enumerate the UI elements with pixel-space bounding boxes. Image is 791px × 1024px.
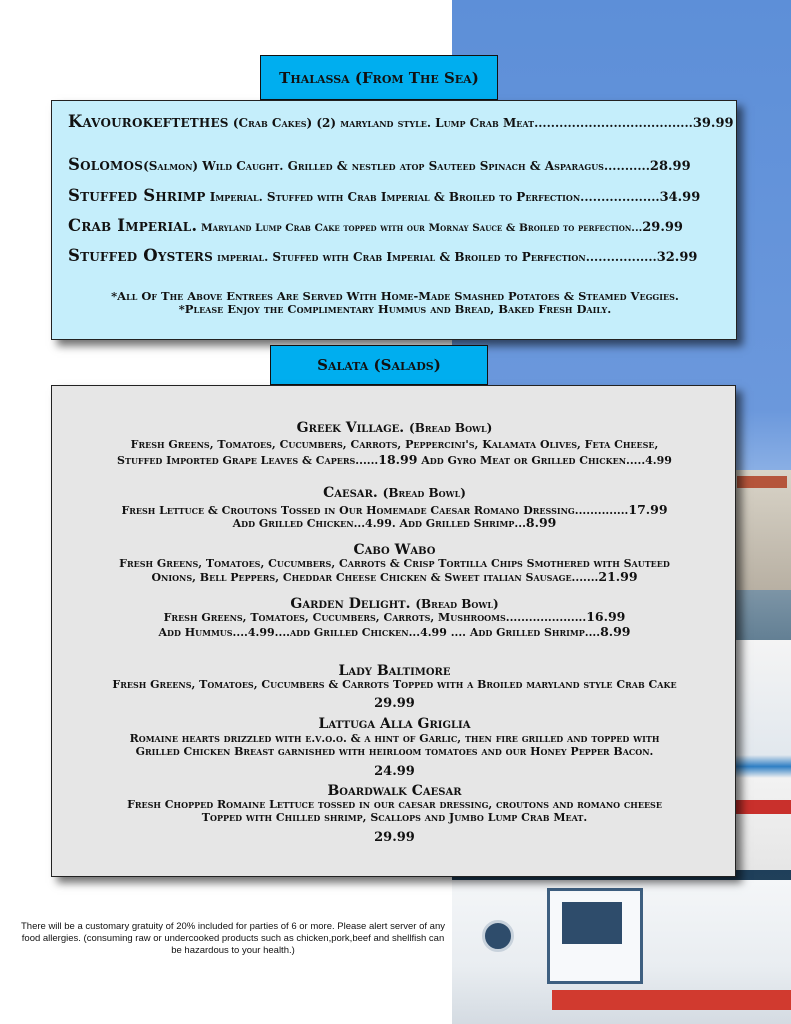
salad-addon: Add Gyro Meat or Grilled Chicken.....4.99: [417, 454, 672, 467]
salad-text: Onions, Bell Peppers, Cheddar Cheese Chicken & Sweet italian Sausage.......: [151, 571, 599, 584]
salad-name: Lady Baltimore: [338, 663, 451, 679]
salad-text: Fresh Greens, Tomatoes, Cucumbers, Carrots, Mushrooms.....................: [163, 611, 587, 624]
salad-text: Stuffed Imported Grape Leaves & Capers......: [117, 454, 379, 467]
salad-description: [52, 625, 737, 639]
salad-title: [52, 542, 737, 558]
menu-item: [68, 217, 730, 237]
sea-section-tab: [260, 55, 498, 100]
salad-addon: Add Grilled Chicken...4.99. Add Grilled Shrimp...: [232, 517, 526, 530]
salad-title: [52, 783, 737, 799]
salad-subtitle: (Bread Bowl): [382, 486, 466, 500]
salad-title: [52, 716, 737, 732]
salad-description: Grilled Chicken Breast garnished with heirloom tomatoes and our Honey Pepper Bacon.: [135, 745, 654, 758]
item-price: 28.99: [649, 159, 691, 174]
salad-price: 29.99: [374, 696, 415, 711]
menu-item: [68, 156, 730, 176]
salad-price: 24.99: [374, 764, 415, 779]
sea-section-box: [51, 100, 737, 340]
salad-text: Fresh Lettuce & Croutons Tossed in Our Homemade Caesar Romano Dressing..............: [121, 504, 629, 517]
porthole: [482, 920, 514, 952]
salad-description: [52, 610, 737, 624]
salad-description: Fresh Chopped Romaine Lettuce tossed in our caesar dressing, croutons and romano cheese: [127, 798, 662, 811]
item-description: imperial. Stuffed with Crab Imperial & Broiled to Perfection.................: [212, 250, 657, 264]
cabin-window: [562, 902, 622, 944]
salad-price: 21.99: [598, 569, 638, 584]
salad-price: 8.99: [525, 515, 557, 530]
salad-description: [52, 453, 737, 467]
salad-description: Topped with Chilled shrimp, Scallops and Jumbo Lump Crab Meat.: [201, 811, 588, 824]
salad-subtitle: (Bread Bowl): [409, 421, 493, 435]
item-description: (Salmon) Wild Caught. Grilled & nestled atop Sauteed Spinach & Asparagus...........: [143, 159, 650, 173]
salads-section-title: Salata (Salads): [317, 356, 441, 374]
salad-subtitle: (Bread Bowl): [415, 597, 499, 611]
salad-description: Fresh Greens, Tomatoes, Cucumbers, Carrots, Peppercini's, Kalamata Olives, Feta Cheese,: [130, 438, 659, 451]
salad-price: 8.99: [600, 624, 631, 639]
salad-description: Fresh Greens, Tomatoes, Cucumbers, Carrots & Crisp Tortilla Chips Smothered with Sauteed: [119, 557, 670, 570]
item-description: Maryland Lump Crab Cake topped with our Mornay Sauce & Broiled to perfection...: [197, 222, 643, 234]
menu-item: [68, 247, 730, 267]
menu-item: [68, 112, 734, 133]
salad-name: Lattuga Alla Griglia: [318, 716, 471, 732]
item-name: Stuffed Oysters: [68, 246, 213, 265]
salad-description: Fresh Greens, Tomatoes, Cucumbers & Carrots Topped with a Broiled maryland style Crab Cake: [112, 678, 677, 691]
salad-price: 17.99: [628, 502, 668, 517]
sea-note: *Please Enjoy the Complimentary Hummus and Bread, Baked Fresh Daily.: [178, 302, 612, 316]
item-description: (Crab Cakes) (2) maryland style. Lump Crab Meat......................................: [228, 116, 693, 130]
menu-item: [68, 187, 730, 207]
salads-section-tab: [270, 345, 488, 385]
item-name: Stuffed Shrimp: [68, 186, 206, 205]
salad-name: Boardwalk Caesar: [327, 783, 462, 799]
item-name: Kavourokeftethes: [68, 112, 229, 131]
salad-price: 16.99: [586, 609, 626, 624]
hillside-houses: [732, 470, 791, 590]
house-roof: [737, 476, 787, 488]
item-name: Solomos: [68, 155, 144, 174]
salad-price: 29.99: [374, 830, 415, 845]
salad-title: [52, 485, 737, 501]
item-name: Crab Imperial.: [68, 216, 198, 235]
salad-addon: Add Hummus....4.99....add Grilled Chicken...4.99 .... Add Grilled Shrimp....: [158, 626, 601, 639]
salad-description: [52, 503, 737, 517]
item-price: 39.99: [692, 116, 734, 131]
salad-description: Romaine hearts drizzled with e.v.o.o. & a hint of Garlic, then fire grilled and topped with: [129, 732, 660, 745]
gratuity-footnote: There will be a customary gratuity of 20% included for parties of 6 or more. Please alert server of any food allergies. (consuming raw or undercooked products such as chicken,pork,beef and shellfish can be hazardous to your health.): [20, 921, 445, 956]
salad-name: Garden Delight.: [290, 596, 411, 612]
salad-price: 18.99: [378, 452, 418, 467]
salad-name: Caesar.: [323, 485, 378, 501]
salad-title: [52, 663, 737, 679]
item-description: Imperial. Stuffed with Crab Imperial & Broiled to Perfection...................: [205, 190, 660, 204]
salad-name: Cabo Wabo: [353, 542, 436, 558]
sea-section-title: Thalassa (From The Sea): [279, 68, 479, 87]
sea-note: *All Of The Above Entrees Are Served With Home-Made Smashed Potatoes & Steamed Veggies.: [111, 289, 679, 303]
salad-description: [52, 516, 737, 530]
salads-section-box: [51, 385, 736, 877]
fishing-boat: [452, 880, 791, 1024]
item-price: 34.99: [659, 190, 701, 205]
salad-name: Greek Village.: [296, 420, 405, 436]
salad-description: [52, 570, 737, 584]
boat-deck: [552, 990, 791, 1010]
item-price: 32.99: [656, 250, 698, 265]
item-price: 29.99: [642, 220, 683, 235]
salad-title: [52, 420, 737, 436]
